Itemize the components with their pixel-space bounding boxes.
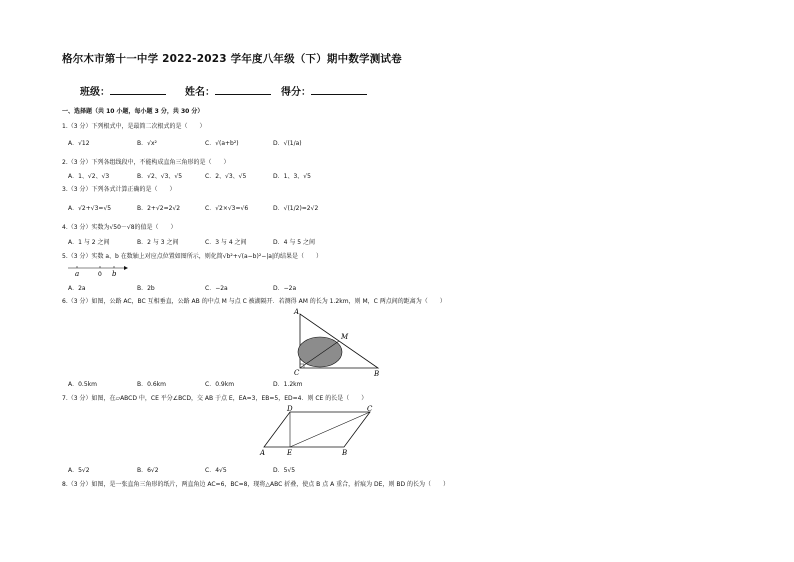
label-b: B bbox=[374, 370, 380, 378]
class-label: 班级： bbox=[80, 87, 110, 98]
number-line-arrow bbox=[124, 266, 128, 270]
page-title: 格尔木市第十一中学 2022-2023 学年度八年级（下）期中数学测试卷 bbox=[62, 53, 402, 65]
question-2-option-c: C．2、√3、√5 bbox=[205, 173, 247, 180]
parallelogram-figure bbox=[256, 404, 386, 460]
question-5-option-d: D．−2a bbox=[273, 285, 297, 292]
question-1-option-a: A．√12 bbox=[68, 140, 90, 147]
class-field bbox=[80, 83, 166, 98]
question-1-stem: 1.（3 分）下列根式中，是最简二次根式的是（ ） bbox=[62, 123, 206, 130]
parallelogram-abcd bbox=[264, 412, 370, 447]
question-7-stem: 7.（3 分）如图，在▱ABCD 中，CE 平分∠BCD，交 AB 于点 E，EA=3，EB=5，ED=4．则 CE 的长是（ ） bbox=[62, 395, 368, 402]
question-6-stem: 6.（3 分）如图，公路 AC，BC 互相垂直，公路 AB 的中点 M 与点 C 被湖隔开．若测得 AM 的长为 1.2km，则 M，C 两点间的距离为（ ） bbox=[62, 298, 446, 305]
label-e: E bbox=[287, 449, 293, 457]
question-2-option-b: B．√2、√3、√5 bbox=[137, 173, 183, 180]
question-3-option-b: B．2+√2=2√2 bbox=[137, 205, 181, 212]
question-4-option-b: B．2 与 3 之间 bbox=[137, 239, 179, 246]
segment-ce bbox=[290, 412, 370, 447]
section-heading: 一、选择题（共 10 小题，每小题 3 分，共 30 分） bbox=[62, 108, 204, 115]
question-1-option-c: C．√(a+b²) bbox=[205, 140, 239, 147]
axis-label-zero: 0 bbox=[98, 271, 102, 278]
question-6-option-d: D．1.2km bbox=[273, 381, 303, 388]
label-c-parallelogram: C bbox=[367, 405, 373, 413]
label-c: C bbox=[294, 369, 300, 377]
question-7-option-c: C．4√5 bbox=[205, 467, 227, 474]
score-label: 得分： bbox=[281, 87, 311, 98]
label-a-parallelogram: A bbox=[260, 449, 266, 457]
lake-triangle-figure bbox=[292, 308, 392, 380]
question-6-option-a: A．0.5km bbox=[68, 381, 97, 388]
name-blank bbox=[215, 84, 271, 95]
question-2-option-d: D．1、3、√5 bbox=[273, 173, 311, 180]
question-4-option-c: C．3 与 4 之间 bbox=[205, 239, 247, 246]
score-blank bbox=[311, 84, 367, 95]
question-4-option-a: A．1 与 2 之间 bbox=[68, 239, 110, 246]
question-3-option-a: A．√2+√3=√5 bbox=[68, 205, 112, 212]
lake-ellipse bbox=[298, 337, 342, 367]
question-6-option-c: C．0.9km bbox=[205, 381, 235, 388]
question-7-option-d: D．5√5 bbox=[273, 467, 296, 474]
name-field bbox=[185, 83, 271, 98]
label-m: M bbox=[341, 333, 349, 341]
number-line-figure bbox=[68, 264, 138, 280]
axis-label-b: b bbox=[112, 270, 117, 278]
question-7-option-b: B．6√2 bbox=[137, 467, 159, 474]
question-1-option-b: B．√x² bbox=[137, 140, 157, 147]
question-8-stem: 8.（3 分）如图，是一张直角三角形的纸片，两直角边 AC=6，BC=8，现将△ABC 折叠，使点 B 点 A 重合，折痕为 DE，则 BD 的长为（ ） bbox=[62, 481, 449, 488]
score-field bbox=[281, 83, 367, 98]
question-3-stem: 3.（3 分）下列各式计算正确的是（ ） bbox=[62, 186, 176, 193]
label-a: A bbox=[294, 308, 300, 316]
question-4-option-d: D．4 与 5 之间 bbox=[273, 239, 315, 246]
name-label: 姓名： bbox=[185, 87, 215, 98]
class-blank bbox=[110, 84, 166, 95]
question-4-stem: 4.（3 分）实数为√50－√8的值是（ ） bbox=[62, 224, 177, 231]
question-2-stem: 2.（3 分）下列各组线段中，不能构成直角三角形的是（ ） bbox=[62, 159, 230, 166]
question-5-option-b: B．2b bbox=[137, 285, 155, 292]
question-1-option-d: D．√(1/a) bbox=[273, 140, 302, 147]
question-5-option-c: C．−2a bbox=[205, 285, 228, 292]
label-d: D bbox=[287, 405, 293, 413]
question-3-option-d: D．√(1/2)=2√2 bbox=[273, 205, 319, 212]
question-6-option-b: B．0.6km bbox=[137, 381, 166, 388]
question-7-option-a: A．5√2 bbox=[68, 467, 90, 474]
label-b-parallelogram: B bbox=[342, 449, 348, 457]
question-5-stem: 5.（3 分）实数 a、b 在数轴上对应点位置如图所示，则化简√b²+√(a−b)²−|a|的结果是（ ） bbox=[62, 253, 322, 260]
axis-label-a: a bbox=[75, 270, 80, 278]
question-2-option-a: A．1、√2、√3 bbox=[68, 173, 110, 180]
question-3-option-c: C．√2×√3=√6 bbox=[205, 205, 249, 212]
question-5-option-a: A．2a bbox=[68, 285, 86, 292]
